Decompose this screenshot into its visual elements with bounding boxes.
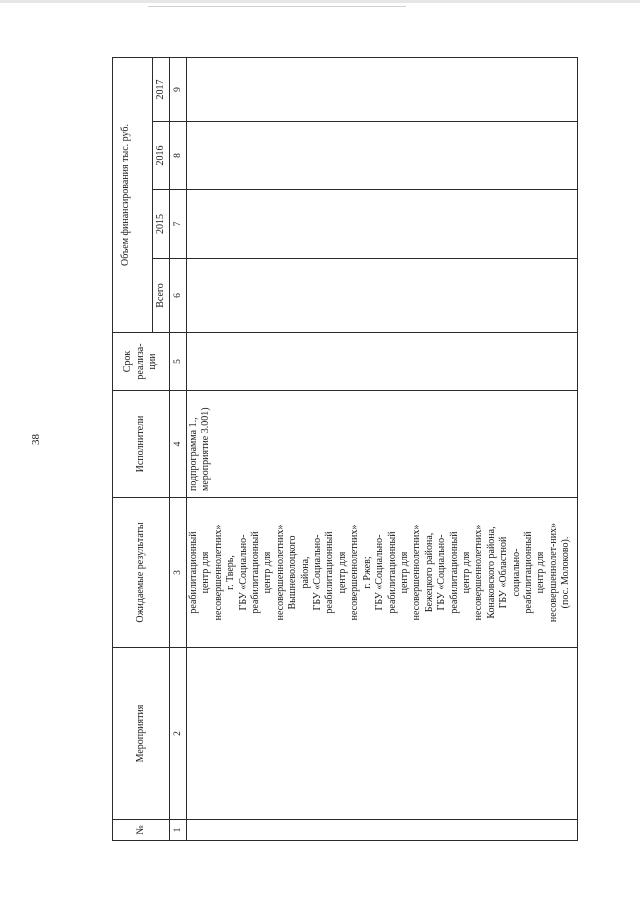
header-activities: Мероприятия (113, 648, 170, 820)
row-expected-results-cell: реабилитационный центр для несовершеннолетних» г. Тверь, ГБУ «Социально- реабилитационный центр для несовершеннолетних» Вышневолоцкого района, ГБУ «Социально- реабилитационный центр для несовершеннолетних» г. Ржев; ГБУ «Социально- реабилитационный центр для несовершеннолетних» Бежецкого района, ГБУ «Социально- реабилитационный центр для несовершеннолетних» Конаковского района, ГБУ «Областной социально- реабилитационный центр для несовершеннолет-них» (пос. Молоково). (187, 498, 578, 648)
row-activities-cell (187, 648, 578, 820)
row-2015-cell (187, 190, 578, 259)
header-year-2017: 2017 (153, 57, 170, 121)
scan-edge (0, 0, 640, 3)
row-total-cell (187, 259, 578, 333)
activities-table (112, 57, 578, 841)
column-number: 7 (170, 190, 187, 259)
column-number: 4 (170, 391, 187, 498)
row-number-cell (187, 820, 578, 841)
row-executors-cell: подпрограмма 1., мероприятие 3.001) (187, 391, 578, 498)
column-number: 1 (170, 820, 187, 841)
row-2016-cell (187, 122, 578, 190)
header-total: Всего (153, 259, 170, 333)
header-number: № (113, 820, 170, 841)
column-number: 6 (170, 259, 187, 333)
header-executors: Исполнители (113, 391, 170, 498)
header-year-2016: 2016 (153, 122, 170, 190)
header-year-2015: 2015 (153, 190, 170, 259)
column-number: 2 (170, 648, 187, 820)
header-row (113, 57, 153, 840)
row-term-cell (187, 333, 578, 391)
row-2017-cell (187, 57, 578, 121)
scan-mark (148, 6, 406, 7)
column-number: 8 (170, 122, 187, 190)
header-term: Срок реализа- ции (113, 333, 170, 391)
header-expected-results: Ожидаемые результаты (113, 498, 170, 648)
header-funding: Объем финансирования тыс. руб. (113, 57, 153, 332)
column-number: 3 (170, 498, 187, 648)
table-row (187, 57, 578, 840)
document-sheet (112, 58, 578, 841)
column-number-row (170, 57, 187, 840)
column-number: 9 (170, 57, 187, 121)
page-number: 38 (30, 434, 42, 445)
column-number: 5 (170, 333, 187, 391)
